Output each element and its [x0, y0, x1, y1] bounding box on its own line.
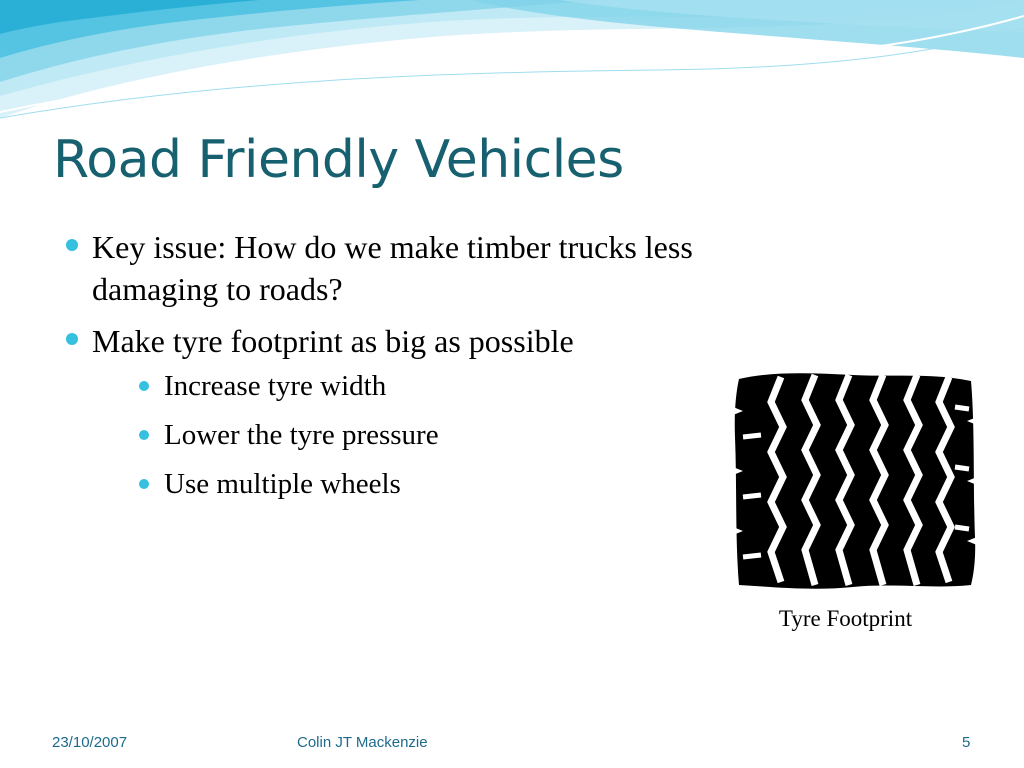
sub-bullet-item: [92, 411, 702, 460]
image-caption: Tyre Footprint: [778, 606, 913, 631]
bullet-dot-icon: [66, 239, 78, 251]
sub-bullet-list: [92, 362, 702, 509]
bullet-text: Make tyre footprint as big as possible: [92, 323, 574, 359]
sub-bullet-text: Lower the tyre pressure: [164, 419, 439, 451]
footer-author: Colin JT Mackenzie: [297, 734, 428, 751]
sub-bullet-dot-icon: [139, 430, 149, 440]
bullet-text: Key issue: How do we make timber trucks less damaging to roads?: [92, 229, 693, 307]
sub-bullet-text: Increase tyre width: [164, 370, 387, 402]
bullet-item: [62, 226, 702, 310]
bullet-item: [62, 320, 702, 509]
tyre-footprint-image: [703, 367, 988, 597]
sub-bullet-text: Use multiple wheels: [164, 468, 401, 500]
bullet-dot-icon: [66, 333, 78, 345]
footer-page-number: 5: [962, 734, 971, 751]
sub-bullet-item: [92, 460, 702, 509]
tyre-footprint-icon: [703, 367, 988, 597]
slide-title: Road Friendly Vehicles: [53, 130, 624, 190]
footer-date: 23/10/2007: [52, 734, 128, 751]
bullet-list: [62, 226, 702, 519]
header-wave-decoration: [0, 0, 1024, 120]
sub-bullet-dot-icon: [139, 381, 149, 391]
sub-bullet-item: [92, 362, 702, 411]
sub-bullet-dot-icon: [139, 479, 149, 489]
